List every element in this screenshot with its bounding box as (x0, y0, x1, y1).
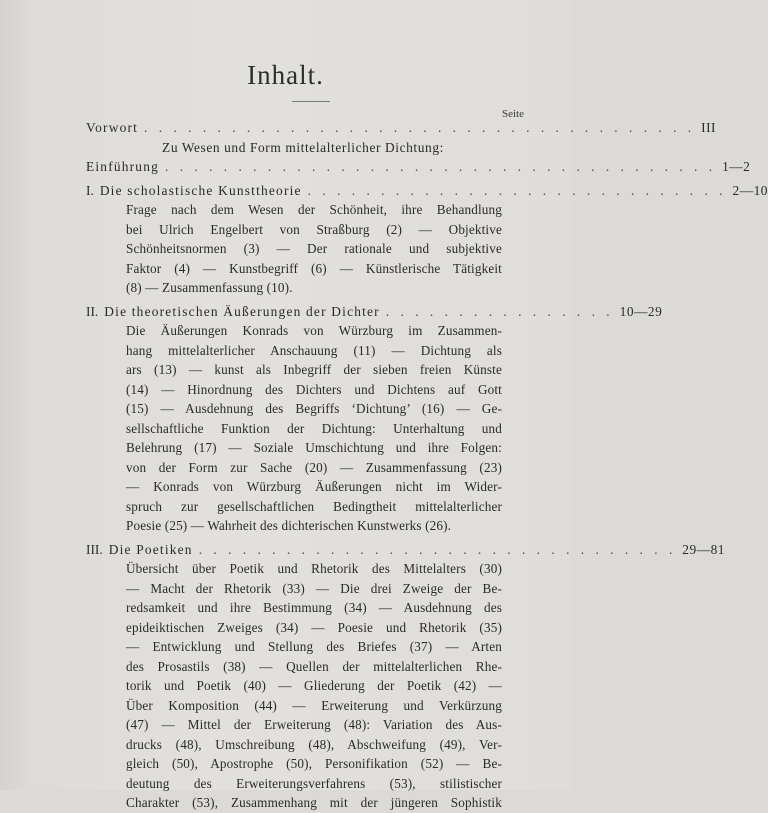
subentry-line: Faktor (4) — Kunstbegriff (6) — Künstlerische Tätigkeit (126, 260, 502, 276)
toc-entry-number: I. (86, 182, 94, 198)
toc-entry-number: II. (86, 303, 99, 319)
subentry-line: sellschaftliche Funktion der Dichtung: Unterhaltung und (126, 420, 502, 436)
toc-subentries-II (126, 321, 502, 536)
toc-entry-pages: 29—81 (682, 541, 725, 557)
subentry-line: Charakter (53), Zusammenhang mit der jüngeren Sophistik (126, 795, 502, 810)
toc-entry-number: III. (86, 541, 103, 557)
subentry-line: drucks (48), Umschreibung (48), Abschweifung (49), Ver- (126, 736, 502, 752)
toc-entry-III (86, 540, 725, 560)
toc-entry-label: Vorwort (86, 120, 139, 135)
toc-entry-vorwort (86, 118, 717, 138)
toc-dot-leader: . . . . . . . . . . . . . . . . . . . . . . . . . . . . . . . . . . . . . . (165, 159, 717, 174)
page-title: Inhalt. (247, 60, 324, 90)
subentry-line: ars (13) — kunst als Inbegriff der sieben freien Künste (126, 362, 502, 377)
toc-subentries-I (126, 200, 502, 298)
subentry-line: (47) — Mittel der Erweiterung (48): Variation des Aus- (126, 717, 502, 732)
toc-dot-leader: . . . . . . . . . . . . . . . . . . . . . . . . . . . . . . . . . . . . . . (144, 120, 696, 135)
subentry-line: gleich (50), Apostrophe (50), Personifikation (52) — Be- (126, 756, 502, 771)
subentry-line: Frage nach dem Wesen der Schönheit, ihre Behandlung (126, 202, 502, 217)
toc-dot-leader: . . . . . . . . . . . . . . . . (385, 303, 614, 319)
subentry-line: torik und Poetik (40) — Gliederung der Poetik (42) — (126, 678, 502, 693)
toc-entry-label: Die scholastische Kunsttheorie (99, 182, 302, 198)
toc-entry-I (86, 181, 768, 201)
subentry-line: (15) — Ausdehnung des Begriffs ‘Dichtung’ (16) — Ge- (126, 401, 502, 416)
toc-entry-label: Einführung (86, 159, 159, 174)
subentry-line: (8) — Zusammenfassung (10). (126, 280, 293, 295)
table-of-contents (86, 118, 768, 813)
subentry-line: von der Form zur Sache (20) — Zusammenfassung (23) (126, 459, 502, 475)
subentry-line: spruch zur gesellschaftlichen Bedingtheit mittelalterlicher (126, 498, 502, 514)
title-divider (292, 101, 330, 102)
subentry-line: redsamkeit und ihre Bestimmung (34) — Ausdehnung des (126, 600, 502, 615)
subentry-line: epideiktischen Zweiges (34) — Poesie und Rhetorik (35) (126, 619, 502, 635)
subentry-line: deutung des Erweiterungsverfahrens (53), stilistischer (126, 775, 502, 791)
toc-entry-pages: 10—29 (619, 303, 663, 319)
subentry-line: Poesie (25) — Wahrheit des dichterischen Kunstwerks (26). (126, 518, 452, 533)
toc-dot-leader: . . . . . . . . . . . . . . . . . . . . . . . . . . . . . (307, 182, 727, 198)
subentry-line: — Konrads von Würzburg Äußerungen nicht im Wider- (126, 479, 502, 494)
subentry-line: — Macht der Rhetorik (33) — Die drei Zweige der Be- (126, 580, 502, 596)
toc-entry-pages: 1—2 (722, 159, 751, 174)
toc-entry-pages: 2—10 (732, 182, 768, 198)
subentry-line: bei Ulrich Engelbert von Straßburg (2) — Objektive (126, 221, 502, 237)
subentry-line: Belehrung (17) — Soziale Umschichtung und ihre Folgen: (126, 440, 502, 455)
subentry-line: hang mittelalterlicher Anschauung (11) — Dichtung als (126, 342, 502, 358)
subentry-line: Schönheitsnormen (3) — Der rationale und subjektive (126, 241, 502, 256)
toc-entry-label: Die theoretischen Äußerungen der Dichter (104, 303, 380, 319)
page-column-label: Seite (502, 108, 524, 120)
toc-dot-leader: . . . . . . . . . . . . . . . . . . . . . . . . . . . . . . . . . (198, 541, 677, 557)
toc-entry-pages: III (701, 120, 717, 135)
subentry-line: — Entwicklung und Stellung des Briefes (37) — Arten (126, 639, 502, 654)
toc-subentries-III (126, 559, 502, 813)
subentry-line: des Prosastils (38) — Quellen der mittelalterlichen Rhe- (126, 658, 502, 674)
subentry-line: (14) — Hinordnung des Dichters und Dichtens auf Gott (126, 381, 502, 397)
section-heading: Zu Wesen und Form mittelalterlicher Dichtung: (162, 139, 444, 155)
toc-entry-einfuehrung (86, 157, 751, 177)
toc-entry-label: Die Poetiken (108, 541, 193, 557)
toc-entry-II (86, 302, 663, 322)
subentry-line: Übersicht über Poetik und Rhetorik des Mittelalters (30) (126, 561, 502, 576)
subentry-line: Die Äußerungen Konrads von Würzburg im Zusammen- (126, 323, 502, 338)
subentry-line: Über Komposition (44) — Erweiterung und Verkürzung (126, 697, 502, 713)
